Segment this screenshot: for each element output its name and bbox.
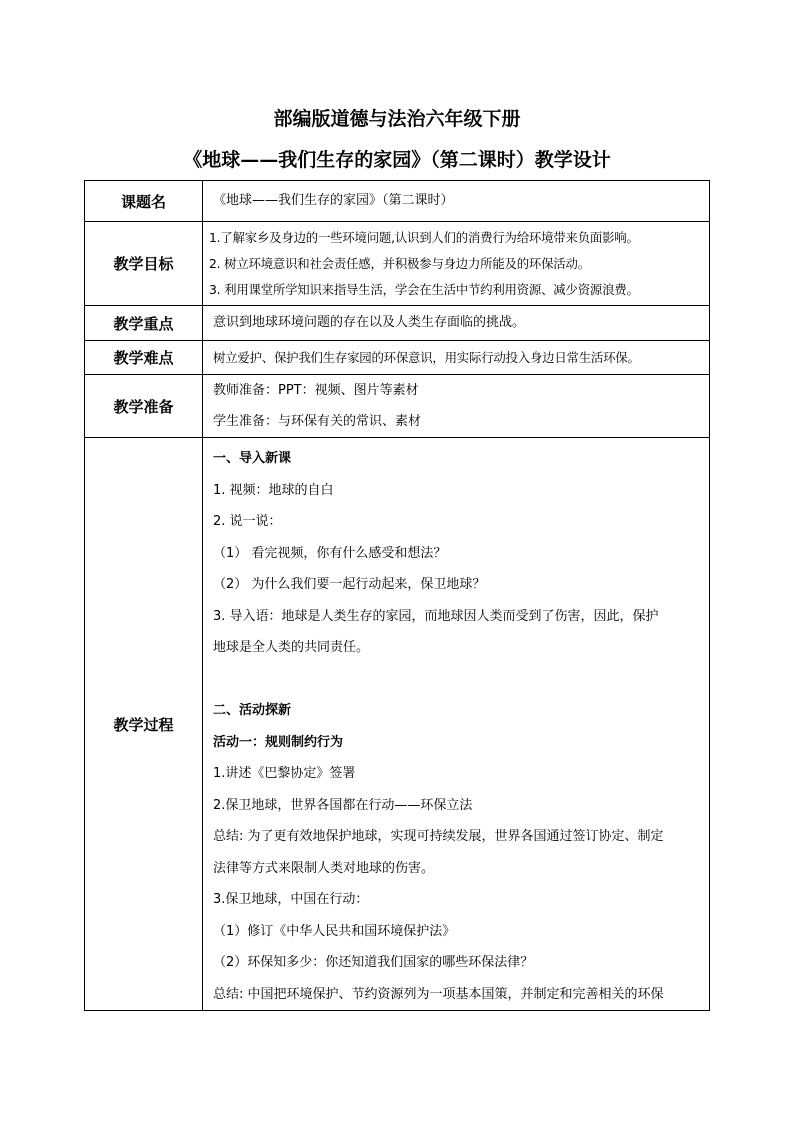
student-prep: 学生准备：与环保有关的常识、素材 [213, 414, 422, 429]
label-key-point: 教学重点 [85, 306, 203, 341]
process-line: 总结: 为了更有效地保护地球，实现可持续发展，世界各国通过签订协定、制定 [213, 829, 664, 844]
value-goals [203, 222, 710, 306]
process-line: 法律等方式来限制人类对地球的伤害。 [213, 860, 435, 876]
process-line: 2. 说一说： [213, 514, 282, 529]
process-line: （1） 看完视频，你有什么感受和想法？ [213, 545, 447, 561]
goal-item: 1.了解家乡及身边的一些环境问题,认识到人们的消费行为给环境带来负面影响。 [209, 229, 639, 245]
label-goals: 教学目标 [85, 222, 203, 306]
process-line: 3. 导入语：地球是人类生存的家园，而地球因人类而受到了伤害，因此，保护 [213, 608, 659, 624]
process-line: 二、活动探新 [213, 703, 292, 718]
value-process [203, 438, 710, 1011]
row-goals [85, 222, 710, 306]
process-line: （2）环保知多少：你还知道我们国家的哪些环保法律？ [213, 955, 534, 970]
row-process [85, 438, 710, 1011]
label-preparation: 教学准备 [85, 375, 203, 438]
process-line: （2） 为什么我们要一起行动起来，保卫地球？ [213, 577, 486, 592]
label-process: 教学过程 [85, 438, 203, 1011]
process-line: 2.保卫地球，世界各国都在行动——环保立法 [213, 797, 473, 813]
process-line: 1.讲述《巴黎协定》签署 [213, 766, 356, 781]
teacher-prep: 教师准备：PPT：视频、图片等素材 [213, 383, 419, 398]
row-difficulty [85, 341, 710, 375]
lesson-plan-table [84, 180, 710, 1011]
label-difficulty: 教学难点 [85, 341, 203, 375]
goal-item: 3. 利用课堂所学知识来指导生活，学会在生活中节约利用资源、减少资源浪费。 [209, 281, 639, 297]
goal-item: 2. 树立环境意识和社会责任感，并积极参与身边力所能及的环保活动。 [209, 255, 590, 271]
row-key-point [85, 306, 710, 341]
process-line: 一、导入新课 [213, 451, 292, 466]
value-preparation [203, 375, 710, 438]
key-point-text: 意识到地球环境问题的存在以及人类生存面临的挑战。 [213, 315, 526, 330]
process-line: 地球是全人类的共同责任。 [213, 640, 370, 655]
process-line: 3.保卫地球，中国在行动： [213, 892, 369, 907]
value-topic: 《地球——我们生存的家园》（第二课时） [203, 181, 710, 222]
value-difficulty [203, 341, 710, 375]
row-topic [85, 181, 710, 222]
difficulty-text: 树立爱护、保护我们生存家园的环保意识，用实际行动投入身边日常生活环保。 [213, 349, 640, 365]
process-line-blank [213, 664, 705, 696]
document-subtitle: 《地球——我们生存的家园》（第二课时）教学设计 [183, 149, 611, 171]
process-line: （1）修订《中华人民共和国环境保护法》 [213, 923, 456, 939]
row-preparation [85, 375, 710, 438]
value-key-point [203, 306, 710, 341]
process-line: 活动一：规则制约行为 [213, 734, 344, 750]
document-title: 部编版道德与法治六年级下册 [273, 108, 521, 130]
process-line: 1. 视频：地球的自白 [213, 482, 334, 498]
label-topic: 课题名 [85, 181, 203, 222]
process-line: 总结: 中国把环境保护、节约资源列为一项基本国策，并制定和完善相关的环保 [213, 986, 664, 1002]
